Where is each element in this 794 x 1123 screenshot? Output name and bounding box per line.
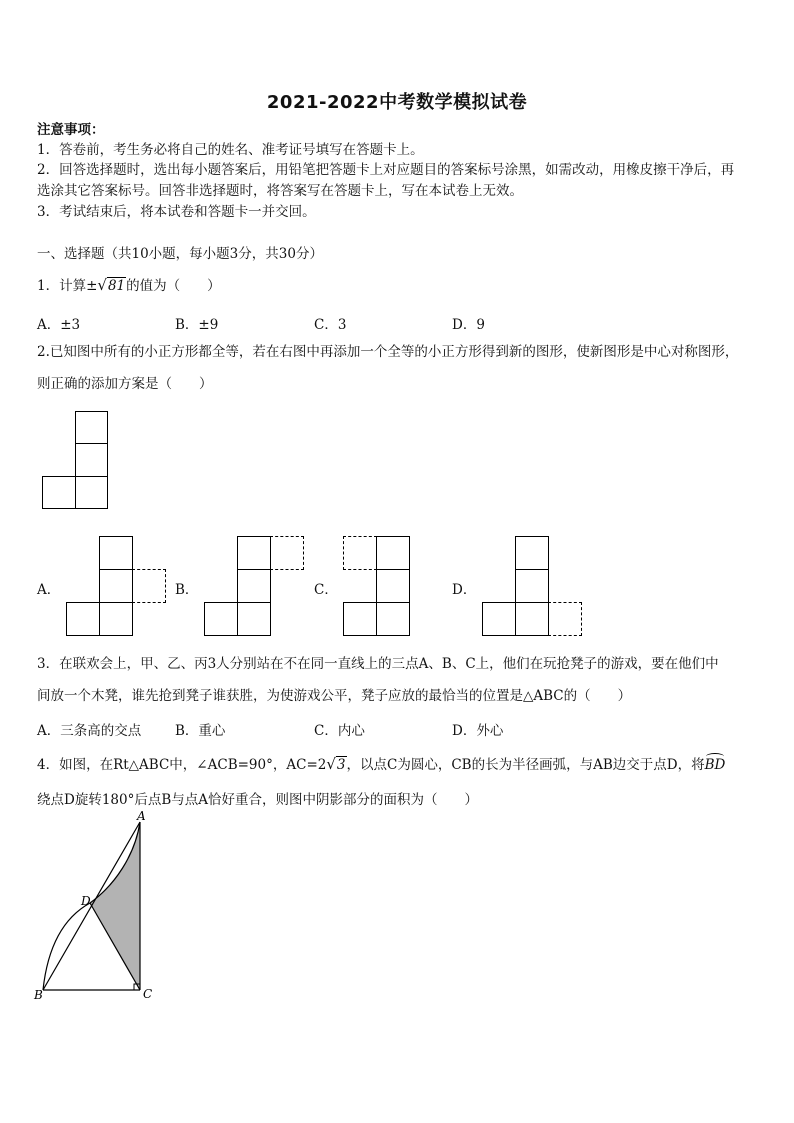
square [75,443,108,477]
square [75,476,108,509]
square [515,536,549,570]
q4-prefix: 4．如图，在Rt△ABC中，∠ACB=90°，AC=2 [37,757,327,773]
q1-prefix: 1．计算± [37,278,98,294]
added-square-dashed [270,536,304,570]
added-square-dashed [343,536,377,570]
q1-option-d: D．9 [452,317,485,333]
sqrt-symbol: √81 [97,276,126,294]
square [204,602,238,636]
q3-option-b: B．重心 [175,723,226,739]
page-title: 2021-2022中考数学模拟试卷 [266,92,528,113]
notice-item-1: 1．答卷前，考生务必将自己的姓名、准考证号填写在答题卡上。 [37,142,424,158]
label-b: B [34,988,43,1002]
square [482,602,516,636]
notice-item-3: 3．考试结束后，将本试卷和答题卡一并交回。 [37,204,316,220]
q1-option-b: B．±9 [175,317,219,333]
q4-stem-line1 [37,755,725,774]
q1-option-a: A．±3 [37,317,81,333]
q2-label-d: D． [452,582,477,598]
square [376,536,410,570]
q3-stem-line2: 间放一个木凳，谁先抢到凳子谁获胜，为使游戏公平，凳子应放的最恰当的位置是△ABC的（ ） [37,688,632,704]
square [237,602,271,636]
q2-stem-line2: 则正确的添加方案是（ ） [37,376,213,392]
square [515,602,549,636]
q1-suffix: 的值为（ ） [126,278,221,294]
square [75,411,108,444]
arc-bd: BD [704,757,726,773]
q3-stem-line1: 3．在联欢会上，甲、乙、丙3人分别站在不在同一直线上的三点A、B、C上，他们在玩抢凳子的游戏，要在他们中 [37,656,719,672]
label-a: A [137,810,146,823]
notice-item-2-cont: 选涂其它答案标号。回答非选择题时，将答案写在答题卡上，写在本试卷上无效。 [37,183,523,199]
label-c: C [143,987,153,1001]
label-d: D [81,894,91,908]
q2-label-c: C． [314,582,338,598]
section-heading: 一、选择题（共10小题，每小题3分，共30分） [37,246,323,262]
notice-heading: 注意事项： [37,122,105,138]
q1-stem [37,276,221,295]
square [515,569,549,603]
square [99,536,133,570]
square [66,602,100,636]
square [99,569,133,603]
added-square-dashed [548,602,582,636]
square [99,602,133,636]
q3-option-a: A．三条高的交点 [37,723,142,739]
q3-option-d: D．外心 [452,723,504,739]
q4-radicand: 3 [336,757,346,773]
q2-label-a: A． [37,582,61,598]
added-square-dashed [132,569,166,603]
notice-item-2: 2．回答选择题时，选出每小题答案后，用铅笔把答题卡上对应题目的答案标号涂黑，如需改动，用橡皮擦干净后，再 [37,162,735,178]
q1-option-c: C．3 [314,317,347,333]
q3-option-c: C．内心 [314,723,365,739]
square [343,602,377,636]
q4-stem-line2: 绕点D旋转180°后点B与点A恰好重合，则图中阴影部分的面积为（ ） [37,792,479,808]
square [42,476,76,509]
square [237,536,271,570]
q4-geometry-figure [30,810,165,1005]
q2-label-b: B． [175,582,199,598]
square [376,569,410,603]
sqrt-symbol: √3 [326,755,346,773]
q2-stem-line1: 2.已知图中所有的小正方形都全等，若在右图中再添加一个全等的小正方形得到新的图形，使新图形是中心对称图形， [37,344,739,360]
q1-radicand: 81 [107,278,126,294]
q4-middle: ，以点C为圆心，CB的长为半径画弧，与AB边交于点D，将 [346,757,705,773]
square [376,602,410,636]
square [237,569,271,603]
shaded-region [90,822,140,990]
